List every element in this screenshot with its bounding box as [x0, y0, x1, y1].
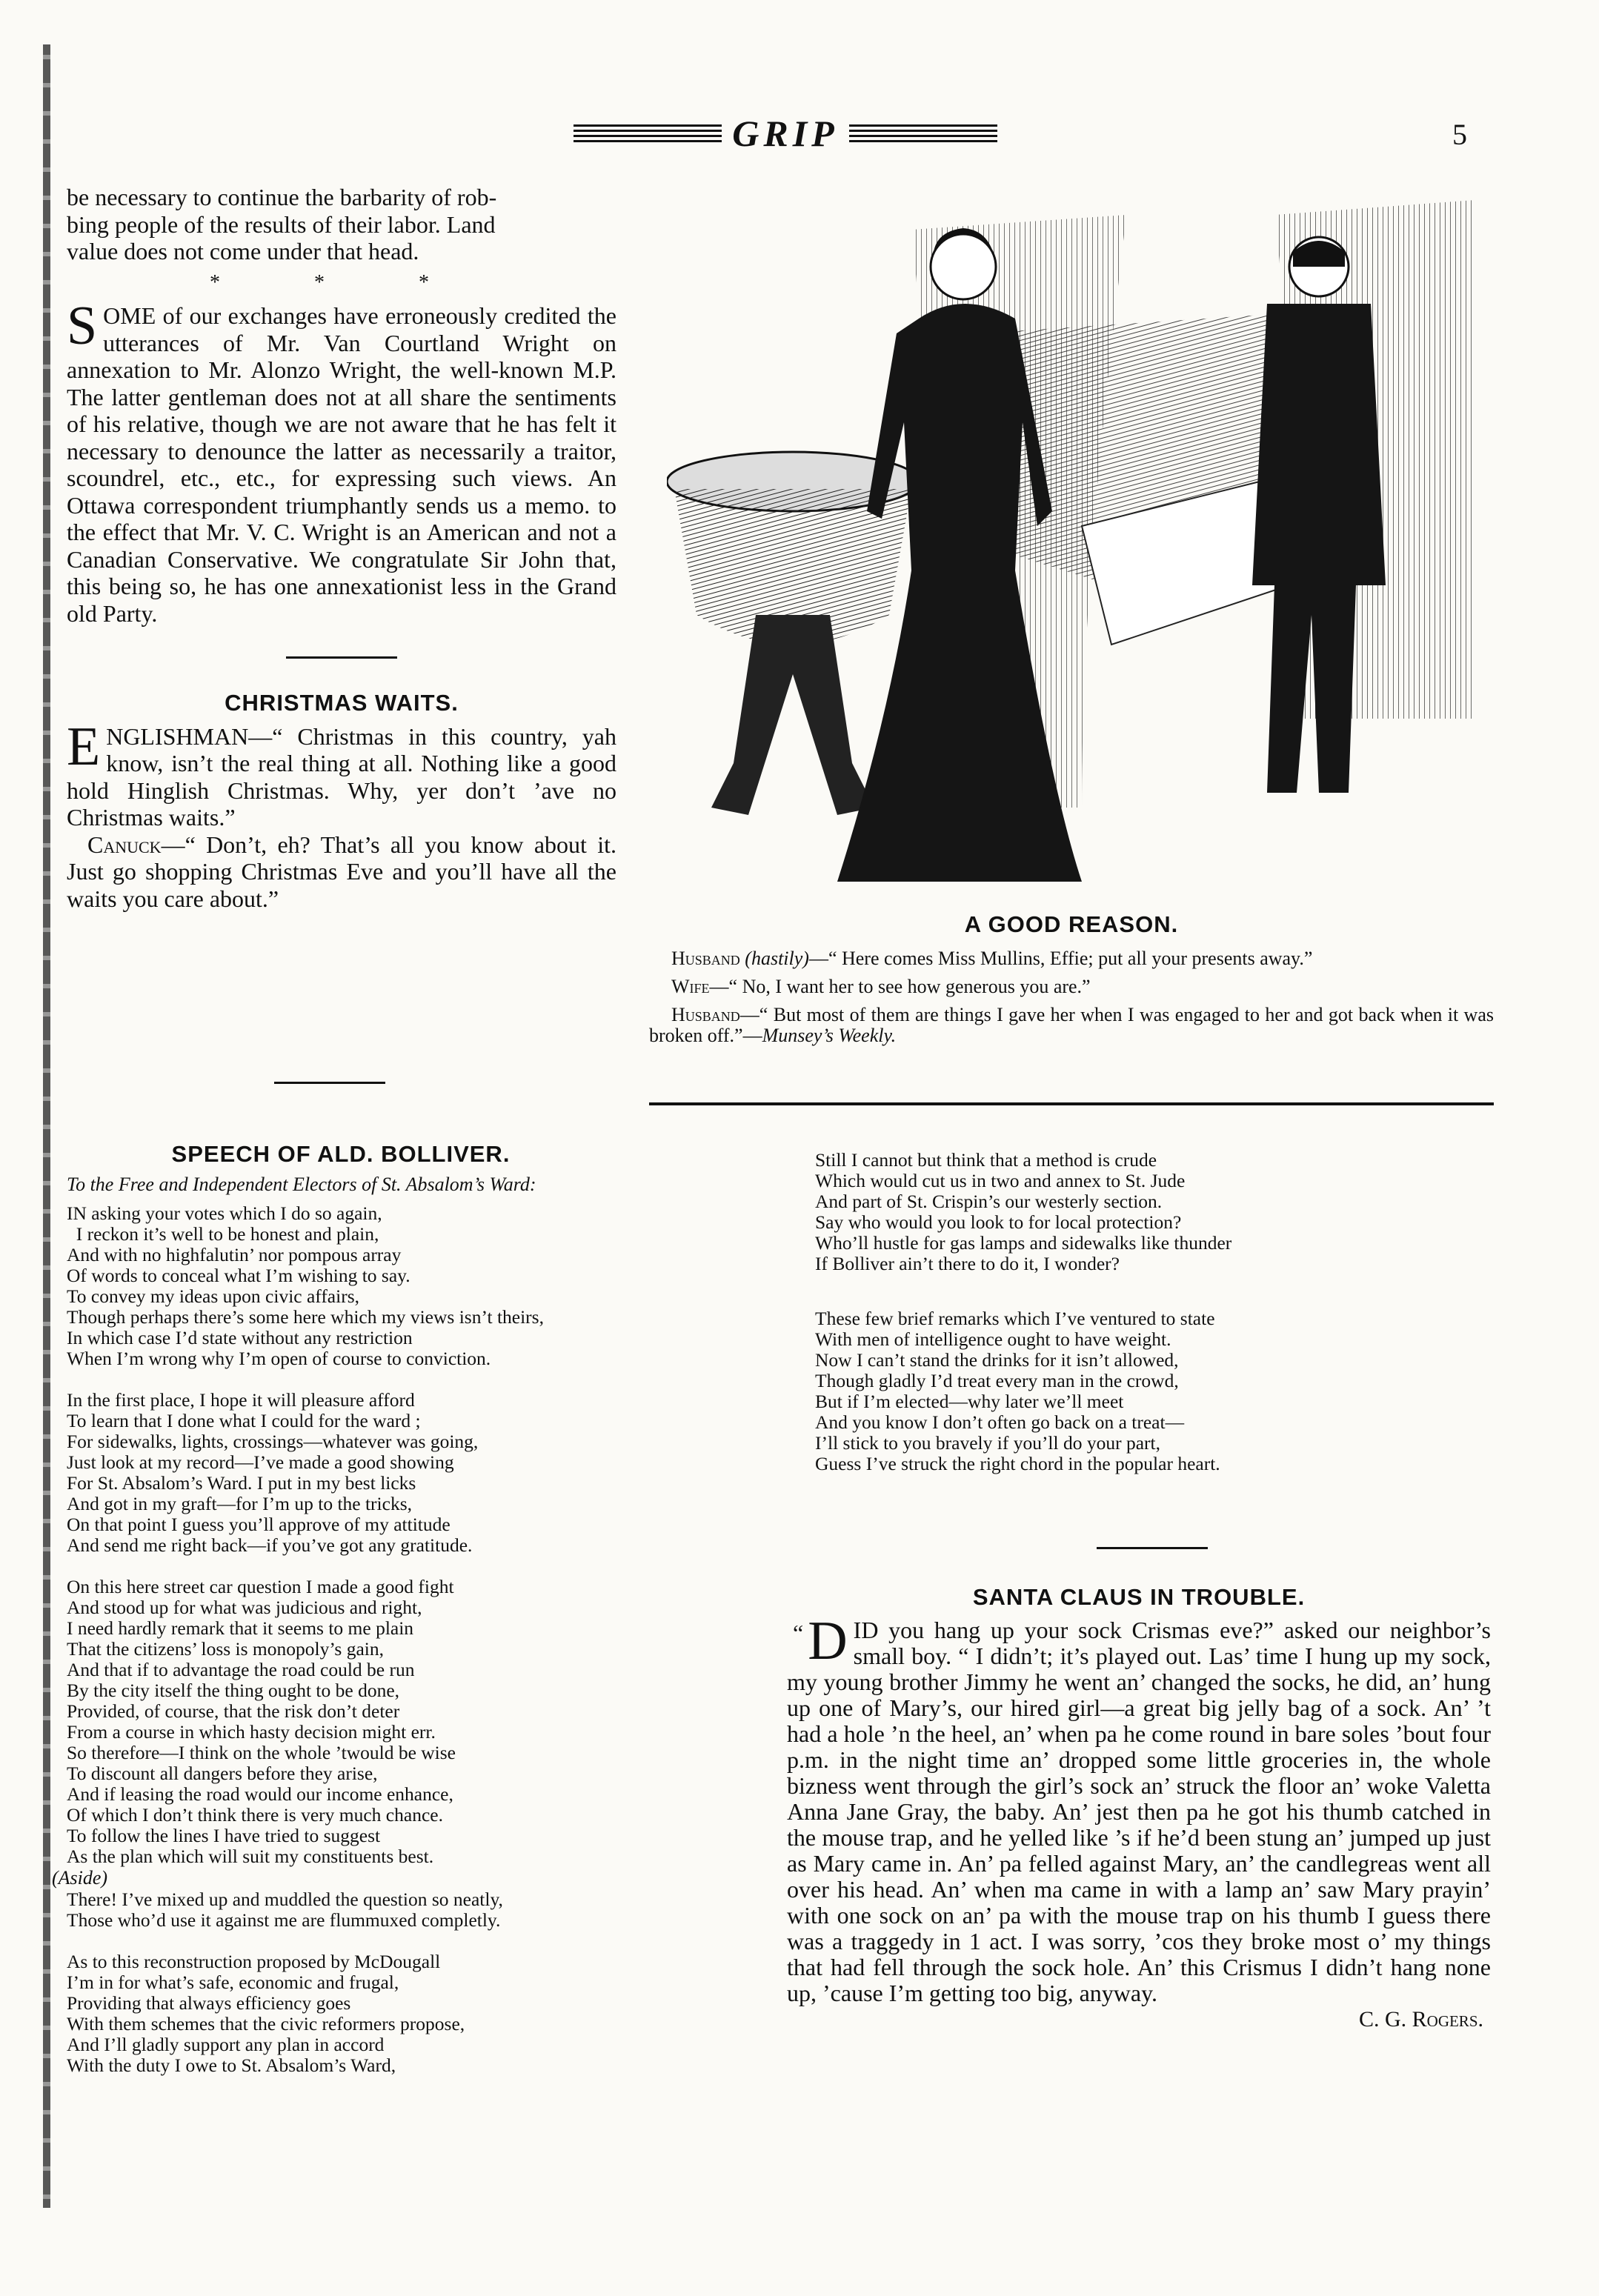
wife-text: —“ No, I want her to see how generous you are.” — [709, 976, 1091, 997]
christmas-waits-paragraph-2 — [67, 831, 616, 913]
caption-husband2-line — [649, 1005, 1494, 1046]
speech-aside-label: (Aside) — [52, 1867, 108, 1889]
annexation-paragraph — [67, 296, 616, 627]
speaker-canuck: Canuck — [87, 831, 162, 858]
husband-direction: (hastily) — [745, 948, 809, 969]
speech-aside-stanza: There! I’ve mixed up and muddled the question so neatly, Those who’d use it against me are flummuxed completly. — [67, 1889, 503, 1931]
speech-stanza: On this here street car question I made a good fight And stood up for what was judicious and right, I need hardly remark that it seems to me plain That the citizens’ loss is monopoly’s gain, And that if to advantage the road could be run By the city itself the thing ought to be done, Provided, of course, that the risk don’t deter From a course in which hasty decision might err. So therefore—I think on the whole ’twould be wise To discount all dangers before they arise, And if leasing the road would our income enhance, Of which I don’t think there is very much chance. To follow the lines I have tried to suggest As the plan which will suit my constituents best. — [67, 1576, 456, 1867]
husband-label: Husband — [671, 948, 740, 969]
left-column-top — [67, 184, 616, 912]
christmas-waits-title: CHRISTMAS WAITS. — [225, 690, 459, 716]
cartoon-caption — [649, 911, 1494, 1054]
husband-text: —“ Here comes Miss Mullins, Effie; put all your presents away.” — [808, 948, 1313, 969]
speech-stanza: IN asking your votes which I do so again, I reckon it’s well to be honest and plain, And with no highfalutin’ nor pompous array Of words to conceal what I’m wishing to say. To convey my ideas upon civic affairs, Though perhaps there’s some here which my views isn’t theirs, In which case I’d state without any restriction When I’m wrong why I’m open of course to conviction. — [67, 1202, 544, 1369]
masthead-title: GRIP — [732, 113, 839, 154]
speaker-englishman: NGLISHMAN — [106, 722, 249, 750]
masthead — [533, 111, 1037, 156]
cartoon-title: A GOOD REASON. — [964, 911, 1179, 937]
masthead-rule-right — [849, 124, 997, 142]
dropcap: D — [808, 1611, 848, 1671]
cartoon-illustration — [667, 200, 1489, 911]
speech-stanza: Still I cannot but think that a method is crude Which would cut us in two and annex to St. Jude And part of St. Crispin’s our westerly section. Say who would you look to for local protection? Who’ll hustle for gas lamps and sidewalks like thunder If Bolliver ain’t there to do it, I wonder? — [815, 1149, 1232, 1274]
section-divider — [286, 656, 397, 659]
intro-line: bing people of the results of their labor. Land — [67, 210, 496, 238]
christmas-waits-paragraph-1 — [67, 716, 616, 831]
caption-source: Munsey’s Weekly. — [762, 1025, 897, 1046]
masthead-rule-left — [574, 124, 722, 142]
santa-text: ID you hang up your sock Crismas eve?” asked our neighbor’s small boy. “ I didn’t; it’s played out. Las’ time I hung up my sock, my young brother Jimmy he went an’ changed the socks, he did, an’ hung up one of Mary’s, our hired girl—a great big jelly bag of a sock. An’ ’t had a hole ’n the heel, an’ when pa he come round in bare soles ’bout four p.m. in the night time an’ dropped some little groceries in, the whole bizness went through the girl’s sock an’ struck the floor an’ woke Valetta Anna Jane Gray, the baby. An’ jest then pa he got his thumb catched in the mouse trap, and he yelled like ’s if he’d been stung an’ jumped up just as Mary came in. An’ pa felled against Mary, an’ the candlegreas went all over his head. An’ when ma came in with a lamp an’ saw Mary prayin’ with one sock on an’ pa with the mouse trap on his thumb I guess there was a traggedy in 1 act. I was sorry, ’cos they broke most o’ my things that had fell through the sock hole. An’ this Crismus I didn’t hang none up, ’cause I’m getting too big, anyway. — [787, 1617, 1491, 2006]
section-divider — [274, 1082, 385, 1084]
santa-column — [787, 1584, 1491, 2032]
intro-paragraph — [67, 184, 616, 265]
englishman-line: —“ Christmas in this country, yah know, isn’t the real thing at all. Nothing like a good hold Hinglish Christmas. Why, yer don’t ’ave no Christmas waits.” — [67, 722, 616, 831]
santa-signature: C. G. Rogers. — [1358, 2007, 1483, 2032]
caption-wife-line — [649, 976, 1494, 997]
speech-left-column — [52, 1141, 734, 2076]
husband2-label: Husband — [671, 1004, 740, 1025]
page-number: 5 — [1452, 118, 1467, 151]
dropcap: E — [67, 716, 101, 777]
speech-title: SPEECH OF ALD. BOLLIVER. — [171, 1141, 511, 1167]
page-edge-binding — [43, 44, 50, 2208]
dropcap: S — [67, 296, 98, 356]
husband2-text: —“ But most of them are things I gave her when I was engaged to her and got back when it was broken off.”— — [649, 1004, 1494, 1046]
caption-rule — [649, 1102, 1494, 1105]
speech-right-column — [815, 1150, 1497, 1474]
speech-stanza: These few brief remarks which I’ve ventured to state With men of intelligence ought to have weight. Now I can’t stand the drinks for it isn’t allowed, Though gladly I’d treat every man in the crowd, But if I’m elected—why later we’ll meet And you know I don’t often go back on a treat— I’ll stick to you bravely if you’ll do your part, Guess I’ve struck the right chord in the popular heart. — [815, 1308, 1220, 1474]
speech-subtitle: To the Free and Independent Electors of St. Absalom’s Ward: — [67, 1174, 536, 1195]
intro-line: be necessary to continue the barbarity of rob- — [67, 184, 497, 210]
section-stars: * * * — [210, 270, 473, 294]
intro-line: value does not come under that head. — [67, 238, 419, 264]
santa-paragraph — [787, 1611, 1491, 2006]
wife-label: Wife — [671, 976, 710, 997]
annexation-text: OME of our exchanges have erroneously credited the utterances of Mr. Van Courtland Wright on annexation to Mr. Alonzo Wright, the well-known M.P. The latter gentleman does not at all share the sentiments of his relative, though we are not aware that he has felt it necessary to denounce the latter as necessarily a traitor, scoundrel, etc., etc., for expressing such views. An Ottawa correspondent triumphantly sends us a memo. to the effect that Mr. V. C. Wright is an American and not a Canadian Conservative. We congratulate Sir John that, this being so, he has one annexationist less in the Grand old Party. — [67, 302, 616, 627]
section-divider — [1097, 1547, 1208, 1549]
open-quote: “ — [793, 1620, 804, 1646]
santa-title: SANTA CLAUS IN TROUBLE. — [972, 1584, 1306, 1610]
caption-husband-line — [649, 948, 1494, 969]
canuck-line: —“ Don’t, eh? That’s all you know about it. Just go shopping Christmas Eve and you’ll have all the waits you care about.” — [67, 831, 616, 912]
speech-stanza: As to this reconstruction proposed by McDougall I’m in for what’s safe, economic and frugal, Providing that always efficiency goes With them schemes that the civic reformers propose, And I’ll gladly support any plan in accord With the duty I owe to St. Absalom’s Ward, — [67, 1951, 465, 2076]
speech-stanza: In the first place, I hope it will pleasure afford To learn that I done what I could for the ward ; For sidewalks, lights, crossings—whatever was going, Just look at my record—I’ve made a good showing For St. Absalom’s Ward. I put in my best licks And got in my graft—for I’m up to the tricks, On that point I guess you’ll approve of my attitude And send me right back—if you’ve got any gratitude. — [67, 1389, 479, 1556]
